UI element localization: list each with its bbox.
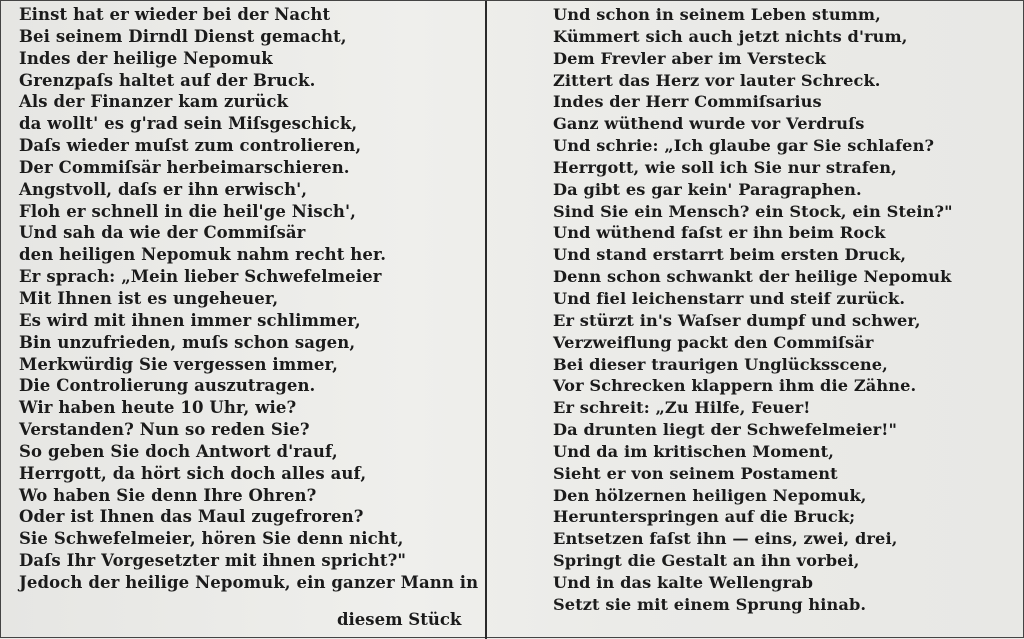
verse-line: Wir haben heute 10 Uhr, wie?	[19, 398, 297, 418]
verse-line: Daſs wieder muſst zum controlieren,	[19, 136, 362, 156]
verse-line: Verzweiflung packt den Commiſsär	[553, 332, 874, 352]
verse-line: Und sah da wie der Commiſsär	[19, 223, 306, 243]
verse-line: Sieht er von seinem Postament	[553, 463, 838, 483]
verse-line: Und schrie: „Ich glaube gar Sie schlafen?	[553, 136, 935, 156]
verse-line: den heiligen Nepomuk nahm recht her.	[19, 245, 387, 265]
verse-line: Sie Schwefelmeier, hören Sie denn nicht,	[19, 529, 404, 549]
verse-line: Herrgott, wie soll ich Sie nur strafen,	[553, 157, 897, 177]
verse-line: Bin unzufrieden, muſs schon sagen,	[19, 332, 356, 352]
verse-line: Floh er schnell in die heil'ge Nisch',	[19, 201, 356, 221]
verse-line: Er stürzt in's Waſser dumpf und schwer,	[553, 310, 921, 330]
verse-line: Jedoch der heilige Nepomuk, ein ganzer Mann in	[19, 572, 479, 592]
left-column-continuation: diesem Stück	[337, 610, 462, 629]
verse-line: Entsetzen faſst ihn — eins, zwei, drei,	[553, 529, 898, 549]
verse-line: Wo haben Sie denn Ihre Ohren?	[19, 485, 317, 505]
verse-line: Es wird mit ihnen immer schlimmer,	[19, 310, 361, 330]
verse-line: Herunterspringen auf die Bruck;	[553, 507, 856, 527]
verse-line: Den hölzernen heiligen Nepomuk,	[553, 485, 867, 505]
verse-line: Herrgott, da hört sich doch alles auf,	[19, 463, 367, 483]
verse-line: Und da im kritischen Moment,	[553, 441, 834, 461]
verse-line: Da drunten liegt der Schwefelmeier!"	[553, 420, 898, 440]
poem-right-column	[553, 4, 1013, 616]
verse-line: Zittert das Herz vor lauter Schreck.	[553, 70, 881, 90]
verse-line: So geben Sie doch Antwort d'rauf,	[19, 441, 338, 461]
verse-line: Oder ist Ihnen das Maul zugefroren?	[19, 507, 364, 527]
verse-line: Springt die Gestalt an ihn vorbei,	[553, 551, 860, 571]
verse-line: Merkwürdig Sie vergessen immer,	[19, 354, 338, 374]
verse-line: Einst hat er wieder bei der Nacht	[19, 5, 331, 24]
verse-line: Und fiel leichenstarr und steif zurück.	[553, 288, 906, 308]
verse-line: Ganz wüthend wurde vor Verdruſs	[553, 114, 865, 134]
verse-line: Sind Sie ein Mensch? ein Stock, ein Stein?"	[553, 201, 953, 221]
verse-line: Indes der Herr Commiſsarius	[553, 92, 822, 112]
verse-line: da wollt' es g'rad sein Miſsgeschick,	[19, 114, 358, 134]
verse-line: Bei seinem Dirndl Dienst gemacht,	[19, 26, 347, 46]
verse-line: Er schreit: „Zu Hilfe, Feuer!	[553, 398, 811, 418]
verse-line: Bei dieser traurigen Unglücksscene,	[553, 354, 888, 374]
verse-line: Und wüthend faſst er ihn beim Rock	[553, 223, 886, 243]
verse-line: Mit Ihnen ist es ungeheuer,	[19, 288, 279, 308]
verse-line: Da gibt es gar kein' Paragraphen.	[553, 179, 862, 199]
verse-line: Als der Finanzer kam zurück	[19, 92, 289, 112]
verse-line: Setzt sie mit einem Sprung hinab.	[553, 594, 867, 614]
column-divider	[485, 1, 487, 639]
verse-line: Angstvoll, daſs er ihn erwisch',	[19, 179, 308, 199]
verse-line: Die Controlierung auszutragen.	[19, 376, 316, 396]
verse-line: Er sprach: „Mein lieber Schwefelmeier	[19, 267, 382, 287]
verse-line: Indes der heilige Nepomuk	[19, 48, 273, 68]
verse-line: Und schon in seinem Leben stumm,	[553, 5, 881, 24]
verse-line: Vor Schrecken klappern ihm die Zähne.	[553, 376, 917, 396]
verse-line: Daſs Ihr Vorgesetzter mit ihnen spricht?"	[19, 551, 407, 571]
poem-left-column	[19, 4, 477, 594]
verse-line: Dem Frevler aber im Versteck	[553, 48, 826, 68]
verse-line: Kümmert sich auch jetzt nichts d'rum,	[553, 26, 908, 46]
verse-line: Und in das kalte Wellengrab	[553, 572, 814, 592]
verse-line: Und stand erstarrt beim ersten Druck,	[553, 245, 907, 265]
verse-line: Verstanden? Nun so reden Sie?	[19, 420, 310, 440]
verse-line: Der Commiſsär herbeimarschieren.	[19, 157, 350, 177]
verse-line: Denn schon schwankt der heilige Nepomuk	[553, 267, 952, 287]
verse-line: Grenzpaſs haltet auf der Bruck.	[19, 70, 316, 90]
